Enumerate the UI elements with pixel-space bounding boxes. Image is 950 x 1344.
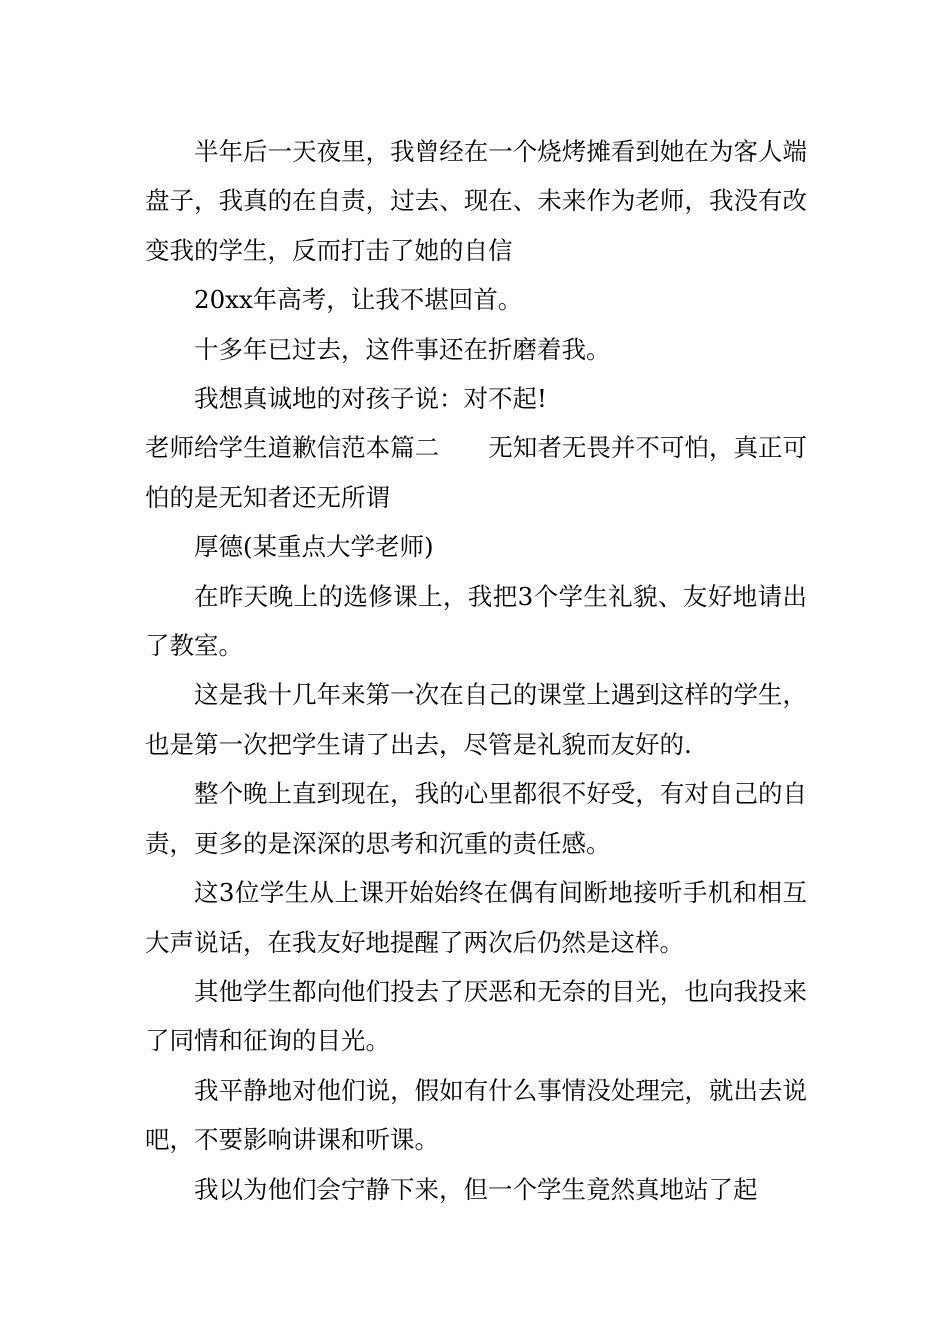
section-heading-paragraph bbox=[145, 423, 807, 522]
paragraph: 我想真诚地的对孩子说：对不起! bbox=[194, 384, 547, 414]
section-heading: 老师给学生道歉信范本篇二 bbox=[145, 433, 440, 463]
section-lead: 无知者无畏并不可怕，真正可怕的是无知者还无所谓 bbox=[145, 433, 808, 512]
paragraph: 其他学生都向他们投去了厌恶和无奈的目光，也向我投来了同情和征询的目光。 bbox=[145, 976, 807, 1056]
paragraph: 半年后一天夜里，我曾经在一个烧烤摊看到她在为客人端盘子，我真的在自责，过去、现在、未来作为老师，我没有改变我的学生，反而打击了她的自信 bbox=[145, 137, 807, 265]
paragraph: 这是我十几年来第一次在自己的课堂上遇到这样的学生，也是第一次把学生请了出去，尽管是礼貌而友好的. bbox=[145, 680, 807, 759]
paragraph: 整个晚上直到现在，我的心里都很不好受，有对自己的自责，更多的是深深的思考和沉重的责任感。 bbox=[145, 779, 807, 858]
paragraph: 这3位学生从上课开始始终在偶有间断地接听手机和相互大声说话，在我友好地提醒了两次后仍然是这样。 bbox=[145, 878, 807, 957]
paragraph: 十多年已过去，这件事还在折磨着我。 bbox=[194, 334, 611, 364]
paragraph: 我以为他们会宁静下来，但一个学生竟然真地站了起 bbox=[194, 1174, 758, 1204]
document-body bbox=[145, 127, 807, 1214]
paragraph: 厚德(某重点大学老师) bbox=[194, 532, 434, 562]
paragraph: 在昨天晚上的选修课上，我把3个学生礼貌、友好地请出了教室。 bbox=[145, 581, 807, 661]
paragraph: 20xx年高考，让我不堪回首。 bbox=[194, 285, 523, 315]
paragraph: 我平静地对他们说，假如有什么事情没处理完，就出去说吧，不要影响讲课和听课。 bbox=[145, 1075, 807, 1155]
